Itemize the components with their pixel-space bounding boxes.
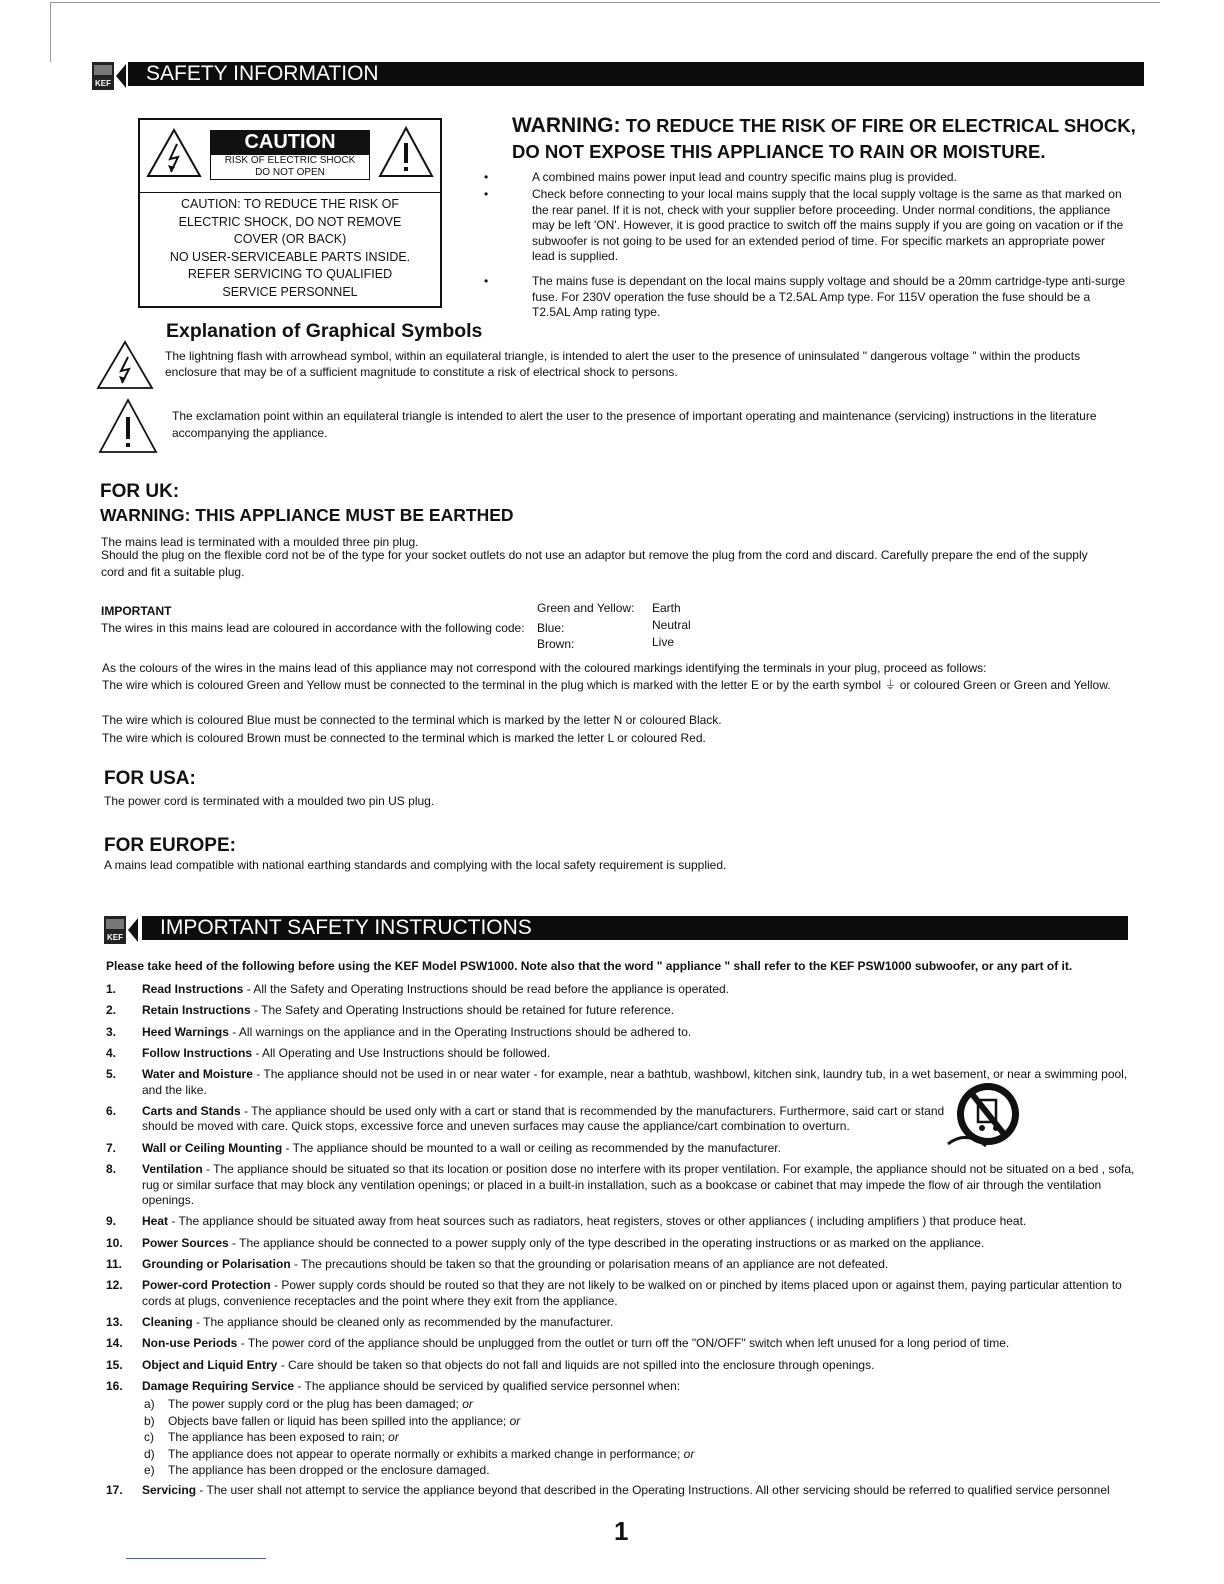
caution-line: CAUTION: TO REDUCE THE RISK OF — [180, 197, 400, 211]
usa-heading: FOR USA: — [104, 768, 196, 789]
sub-letter: a) — [144, 1397, 155, 1412]
list-item — [106, 1214, 1136, 1230]
caution-sub2: DO NOT OPEN — [255, 166, 325, 178]
lightning-symbol-icon — [96, 340, 154, 390]
item-number: 17. — [106, 1482, 123, 1497]
list-item — [106, 982, 1136, 998]
instructions-list — [106, 982, 1136, 1504]
item-number: 14. — [106, 1336, 123, 1351]
item-number: 15. — [106, 1357, 123, 1372]
caution-line: ELECTRIC SHOCK, DO NOT REMOVE — [178, 214, 402, 229]
sub-text: The appliance does not appear to operate normally or exhibits a marked change in performance; — [168, 1446, 681, 1461]
list-item — [106, 1141, 1136, 1157]
important-label: IMPORTANT — [101, 604, 172, 618]
item-title: Servicing — [142, 1482, 197, 1497]
item-title: Water and Moisture — [142, 1067, 253, 1082]
item-title: Object and Liquid Entry — [142, 1357, 278, 1372]
item-number: 4. — [106, 1045, 117, 1060]
warning-bullet: • The mains fuse is dependant on the local mains supply voltage and should be a 20mm cartridge-type anti-surge fuse. For 230V operation the fuse should be a T2.5AL Amp type. For 115V operation the fuse should be a T2.5AL Amp rating type. — [512, 274, 1128, 321]
svg-text:KEF: KEF — [95, 79, 111, 88]
item-title: Non-use Periods — [142, 1336, 238, 1351]
caution-text — [140, 196, 440, 301]
item-text: - The user shall not attempt to service the appliance beyond that described in the Operating Instructions. All other servicing should be referred to qualified service personnel — [199, 1482, 1110, 1497]
uk-p2: Should the plug on the flexible cord not be of the type for your socket outlets do not use an adaptor but remove the plug from the cord and discard. Carefully prepare the end of the supply cord and fit a suitable plug. — [101, 548, 1088, 579]
list-item — [106, 1257, 1136, 1273]
warning-line1: TO REDUCE THE RISK OF FIRE OR ELECTRICAL SHOCK, — [625, 115, 1136, 136]
item-number: 3. — [106, 1024, 117, 1039]
item-title: Power Sources — [142, 1235, 229, 1250]
europe-heading: FOR EUROPE: — [104, 835, 236, 856]
wire-color: Brown: — [537, 637, 575, 651]
list-item — [106, 1236, 1136, 1252]
symbols-heading: Explanation of Graphical Symbols — [166, 320, 483, 342]
item-text: - All warnings on the appliance and in the Operating Instructions should be adhered to. — [232, 1024, 692, 1039]
sub-text: The appliance has been dropped or the enclosure damaged. — [168, 1463, 490, 1478]
sub-item — [106, 1446, 1136, 1463]
item-text: - All Operating and Use Instructions should be followed. — [255, 1045, 551, 1060]
wires-text: The wires in this mains lead are coloured in accordance with the following code: — [101, 621, 525, 635]
item-number: 6. — [106, 1103, 117, 1118]
caution-sub1: RISK OF ELECTRIC SHOCK — [224, 155, 356, 166]
sub-letter: d) — [144, 1446, 155, 1461]
item-title: Grounding or Polarisation — [142, 1256, 291, 1271]
exclamation-symbol-icon — [98, 398, 158, 454]
usa-p1: The power cord is terminated with a moulded two pin US plug. — [104, 794, 435, 808]
kef-logo-icon — [104, 916, 140, 944]
item-text: - All the Safety and Operating Instructions should be read before the appliance is operated. — [246, 982, 730, 996]
footer-rule — [126, 1558, 266, 1559]
caution-line: REFER SERVICING TO QUALIFIED — [187, 267, 393, 281]
uk-warning: WARNING: THIS APPLIANCE MUST BE EARTHED — [100, 505, 514, 525]
item-number: 5. — [106, 1067, 117, 1082]
caution-line: COVER (OR BACK) — [233, 232, 347, 246]
sub-item — [106, 1396, 1136, 1413]
item-number: 2. — [106, 1003, 117, 1018]
list-item — [106, 1483, 1136, 1499]
wire-color: Green and Yellow: — [537, 601, 635, 615]
svg-text:KEF: KEF — [107, 933, 123, 942]
uk-p4: The wire which is coloured Green and Yellow must be connected to the terminal in the plug which is marked with the letter E or by the earth symbol ⏚ or coloured Green or Green and Yellow. — [102, 678, 1111, 692]
sub-or: or — [683, 1446, 695, 1461]
kef-logo-icon — [92, 62, 128, 90]
item-title: Ventilation — [142, 1162, 203, 1177]
item-text: - The appliance should be connected to a power supply only of the type described in the operating instructions or as marked on the appliance. — [232, 1235, 985, 1250]
sub-letter: c) — [144, 1430, 154, 1445]
sub-or: or — [509, 1413, 521, 1428]
list-item — [106, 1162, 1136, 1209]
list-item — [106, 1046, 1136, 1062]
warning-heading — [512, 113, 1136, 165]
sub-or: or — [462, 1397, 473, 1412]
warning-line2: DO NOT EXPOSE THIS APPLIANCE TO RAIN OR MOISTURE. — [512, 141, 1046, 162]
instructions-intro: Please take heed of the following before using the KEF Model PSW1000. Note also that the word " appliance " shall refer to the KEF PSW1000 subwoofer, or any part of it. — [106, 959, 1073, 973]
item-number: 10. — [106, 1235, 123, 1250]
item-text: - The appliance should not be used in or near water - for example, near a bathtub, washbowl, kitchen sink, laundry tub, in a wet basement, or near a swimming pool, and the like. — [142, 1067, 1128, 1097]
exclamation-triangle-icon — [378, 126, 434, 178]
item-text: - The power cord of the appliance should be unplugged from the outlet or turn off the "ON/OFF" switch when left unused for a long period of time. — [240, 1336, 1010, 1351]
item-title: Power-cord Protection — [142, 1278, 271, 1293]
sub-item — [106, 1462, 1136, 1479]
item-text: - Power supply cords should be routed so that they are not likely to be walked on or pinched by items placed upon or against them, paying particular attention to cords at plugs, convenience receptacles and the point where they exit from the appliance. — [142, 1278, 1122, 1308]
caution-divider — [140, 192, 440, 193]
sub-or: or — [388, 1430, 399, 1445]
item-number: 12. — [106, 1278, 123, 1293]
item-title: Damage Requiring Service — [142, 1378, 295, 1393]
list-item — [106, 1336, 1136, 1352]
item-title: Retain Instructions — [142, 1003, 251, 1018]
lightning-explanation: The lightning flash with arrowhead symbol, within an equilateral triangle, is intended to alert the user to the presence of uninsulated " dangerous voltage " within the products enclosure that may be of a sufficient magnitude to constitute a risk of electrical shock to persons. — [165, 349, 1081, 379]
warning-bullet: • Check before connecting to your local mains supply that the local supply voltage is the same as that marked on the rear panel. If it is not, check with your supplier before proceeding. Under normal conditions, the appliance may be left 'ON'. However, it is good practice to switch off the mains supply if you are going on vacation or if the subwoofer is not going to be used for an extended period of time. For specific markets an appropriate power lead is supplied. — [512, 187, 1128, 265]
sub-text: The appliance has been exposed to rain; — [168, 1430, 385, 1445]
item-title: Follow Instructions — [142, 1045, 252, 1060]
uk-p3: As the colours of the wires in the mains lead of this appliance may not correspond with the coloured markings identifying the terminals in your plug, proceed as follows: — [102, 661, 987, 675]
item-number: 9. — [106, 1214, 117, 1229]
item-text: - The appliance should be serviced by qualified service personnel when: — [297, 1378, 681, 1393]
section-title: IMPORTANT SAFETY INSTRUCTIONS — [160, 916, 532, 939]
europe-p1: A mains lead compatible with national earthing standards and complying with the local safety requirement is supplied. — [104, 858, 727, 872]
uk-p6: The wire which is coloured Brown must be connected to the terminal which is marked the letter L or coloured Red. — [102, 731, 706, 745]
list-item — [106, 1278, 1136, 1309]
scan-edge-left — [50, 2, 51, 62]
item-text: - The appliance should be situated so that its location or position dose no interfere with its proper ventilation. For example, the appliance should not be situated on a bed , sofa, rug or similar surface that may block any ventilation openings; or placed in a built-in installation, such as a bookcase or cabinet that may impede the flow of air through the ventilation openings. — [142, 1162, 1135, 1208]
sub-letter: e) — [144, 1463, 155, 1478]
warning-prefix: WARNING: — [512, 114, 621, 137]
caution-box — [138, 118, 442, 308]
sub-text: Objects bave fallen or liquid has been spilled into the appliance; — [168, 1413, 507, 1428]
important-instructions-header — [142, 916, 1128, 940]
exclamation-explanation: The exclamation point within an equilateral triangle is intended to alert the user to the presence of important operating and maintenance (servicing) instructions in the literature accompanying the appliance. — [172, 409, 1097, 440]
item-number: 8. — [106, 1162, 117, 1177]
item-number: 1. — [106, 982, 117, 996]
list-item — [106, 1358, 1136, 1374]
caution-subbox — [210, 154, 370, 180]
list-item — [106, 1067, 1136, 1098]
sub-item — [106, 1429, 1136, 1446]
list-item — [106, 1025, 1136, 1041]
item-title: Cleaning — [142, 1315, 193, 1330]
item-text: - The Safety and Operating Instructions should be retained for future reference. — [254, 1003, 675, 1018]
warning-bullet: • A combined mains power input lead and country specific mains plug is provided. — [512, 170, 1128, 186]
caution-line: NO USER-SERVICEABLE PARTS INSIDE. — [169, 249, 411, 264]
item-title: Heed Warnings — [142, 1024, 229, 1039]
item-title: Wall or Ceiling Mounting — [142, 1140, 283, 1155]
safety-information-header — [128, 62, 1144, 86]
page-number: 1 — [614, 1516, 629, 1546]
item-number: 7. — [106, 1140, 117, 1155]
lightning-triangle-icon — [146, 128, 202, 178]
item-number: 16. — [106, 1378, 123, 1393]
sub-text: The power supply cord or the plug has been damaged; — [168, 1397, 459, 1412]
item-text: - The appliance should be situated away from heat sources such as radiators, heat registers, stoves or other appliances ( including amplifiers ) that produce heat. — [171, 1214, 1027, 1229]
wire-meaning: Neutral — [652, 618, 691, 632]
item-title: Carts and Stands — [142, 1103, 241, 1118]
item-number: 13. — [106, 1315, 123, 1330]
item-text: - The appliance should be cleaned only as recommended by the manufacturer. — [196, 1315, 614, 1330]
list-item — [106, 1379, 1136, 1395]
uk-p1: The mains lead is terminated with a moulded three pin plug. — [101, 535, 419, 549]
section-title: SAFETY INFORMATION — [146, 62, 379, 85]
wire-color: Blue: — [537, 621, 565, 635]
item-text: - The appliance should be used only with a cart or stand that is recommended by the manufacturers. Furthermore, said cart or stand should be moved with care. Quick stops, excessive force and uneven surfaces may cause the appliance/cart combination to overturn. — [142, 1103, 945, 1134]
list-item — [106, 1104, 1136, 1135]
item-text: - Care should be taken so that objects do not fall and liquids are not spilled into the enclosure through openings. — [280, 1357, 875, 1372]
item-title: Heat — [142, 1214, 169, 1229]
scan-edge-top — [50, 2, 1160, 3]
wire-meaning: Live — [652, 635, 675, 649]
caution-label: CAUTION — [210, 130, 370, 154]
uk-heading: FOR UK: — [100, 481, 180, 502]
item-title: Read Instructions — [142, 982, 244, 996]
item-text: - The appliance should be mounted to a wall or ceiling as recommended by the manufacturer. — [285, 1140, 781, 1155]
item-text: - The precautions should be taken so that the grounding or polarisation means of an appliance are not defeated. — [294, 1256, 889, 1271]
uk-p5: The wire which is coloured Blue must be connected to the terminal which is marked by the letter N or coloured Black. — [102, 713, 722, 727]
list-item — [106, 1003, 1136, 1019]
sub-letter: b) — [144, 1413, 155, 1428]
wire-meaning: Earth — [652, 601, 681, 615]
list-item — [106, 1315, 1136, 1331]
item-number: 11. — [106, 1256, 123, 1271]
sub-item — [106, 1413, 1136, 1430]
caution-line: SERVICE PERSONNEL — [222, 284, 358, 299]
